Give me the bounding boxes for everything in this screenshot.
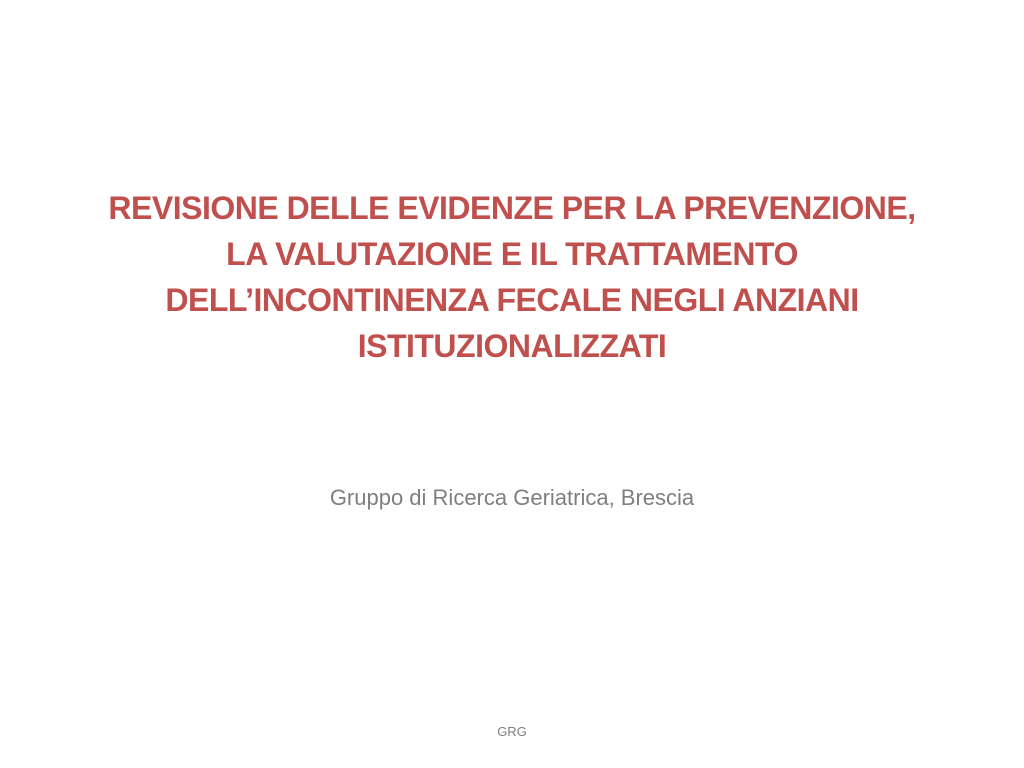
- title-line-1: REVISIONE DELLE EVIDENZE PER LA PREVENZIONE,: [108, 190, 916, 226]
- slide-title: [40, 185, 984, 369]
- slide-subtitle: Gruppo di Ricerca Geriatrica, Brescia: [329, 485, 695, 510]
- title-line-4: ISTITUZIONALIZZATI: [357, 328, 667, 364]
- title-line-2: LA VALUTAZIONE E IL TRATTAMENTO: [226, 236, 798, 272]
- title-line-3: DELL’INCONTINENZA FECALE NEGLI ANZIANI: [165, 282, 859, 318]
- slide-footer: GRG: [497, 724, 527, 739]
